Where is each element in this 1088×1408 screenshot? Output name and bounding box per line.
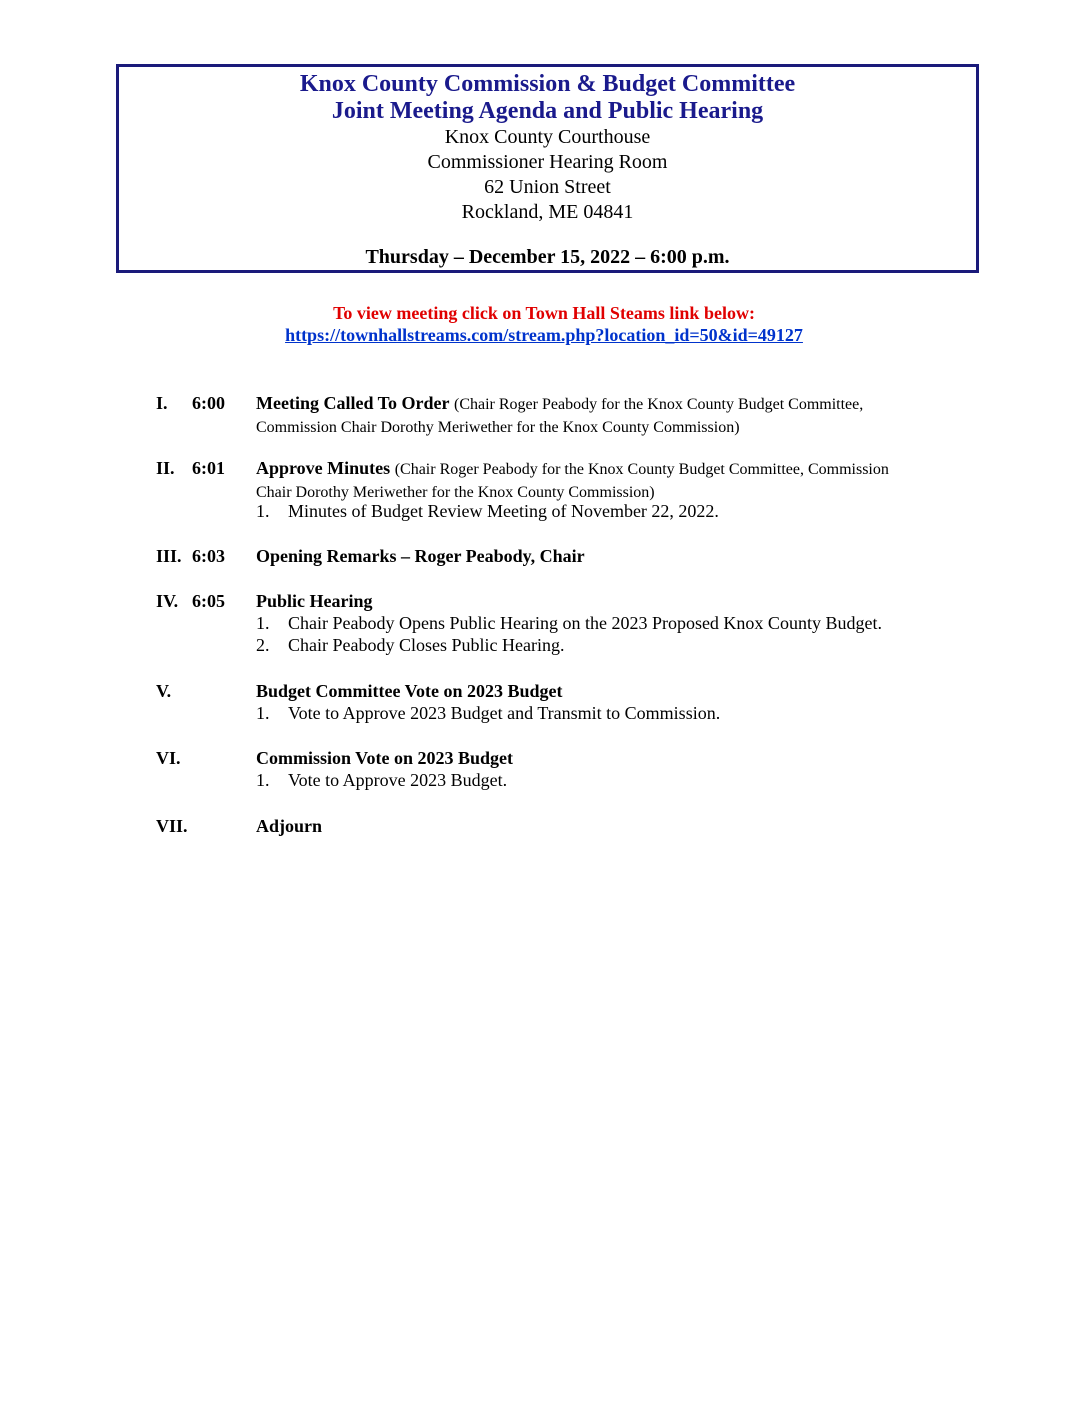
agenda-item-title: Approve Minutes bbox=[256, 458, 391, 478]
agenda-subitem bbox=[256, 769, 507, 791]
agenda-item-time: 6:05 bbox=[192, 591, 225, 611]
agenda-item-title: Meeting Called To Order bbox=[256, 393, 450, 413]
header-location: Knox County Courthouse bbox=[444, 126, 651, 148]
agenda-item-time: 6:03 bbox=[192, 546, 225, 566]
agenda-subitem bbox=[256, 702, 720, 724]
agenda-subitem bbox=[256, 634, 564, 656]
header-box bbox=[116, 64, 979, 273]
agenda-item-time: 6:01 bbox=[192, 458, 225, 478]
header-street: 62 Union Street bbox=[484, 176, 611, 198]
agenda-item-number: VI. bbox=[156, 748, 181, 768]
agenda-item-note: (Chair Roger Peabody for the Knox County Budget Committee, Commission bbox=[394, 461, 889, 478]
agenda-item-note-2: Commission Chair Dorothy Meriwether for the Knox County Commission) bbox=[256, 419, 740, 436]
agenda-item-number: II. bbox=[156, 458, 175, 478]
agenda-subitem bbox=[256, 612, 882, 634]
agenda-item-number: V. bbox=[156, 681, 172, 701]
header-room: Commissioner Hearing Room bbox=[427, 151, 668, 173]
header-city: Rockland, ME 04841 bbox=[461, 201, 634, 223]
subitem-number: 1. bbox=[256, 501, 270, 521]
subitem-text: Vote to Approve 2023 Budget. bbox=[288, 770, 508, 790]
subitem-text: Vote to Approve 2023 Budget and Transmit to Commission. bbox=[288, 703, 721, 723]
stream-note: To view meeting click on Town Hall Steams link below: bbox=[333, 303, 755, 323]
subitem-text: Minutes of Budget Review Meeting of November 22, 2022. bbox=[288, 501, 719, 521]
agenda-item-title: Public Hearing bbox=[256, 591, 373, 611]
agenda-item-title: Budget Committee Vote on 2023 Budget bbox=[256, 681, 563, 701]
header-datetime: Thursday – December 15, 2022 – 6:00 p.m. bbox=[365, 246, 730, 268]
agenda-item-title: Opening Remarks – Roger Peabody, Chair bbox=[256, 546, 585, 566]
agenda-item-number: IV. bbox=[156, 591, 179, 611]
stream-link[interactable]: https://townhallstreams.com/stream.php?location_id=50&id=49127 bbox=[285, 325, 803, 345]
agenda-item-number: I. bbox=[156, 393, 168, 413]
agenda-item-note-2: Chair Dorothy Meriwether for the Knox County Commission) bbox=[256, 484, 655, 501]
agenda-item-time: 6:00 bbox=[192, 393, 225, 413]
agenda-item-title: Adjourn bbox=[256, 816, 323, 836]
agenda-item-title: Commission Vote on 2023 Budget bbox=[256, 748, 514, 768]
subitem-number: 1. bbox=[256, 703, 270, 723]
subitem-number: 2. bbox=[256, 635, 270, 655]
subitem-text: Chair Peabody Opens Public Hearing on the 2023 Proposed Knox County Budget. bbox=[288, 613, 882, 633]
header-title-2: Joint Meeting Agenda and Public Hearing bbox=[331, 98, 764, 124]
subitem-number: 1. bbox=[256, 770, 270, 790]
header-title-1: Knox County Commission & Budget Committee bbox=[299, 71, 796, 97]
agenda-item-number: III. bbox=[156, 546, 182, 566]
agenda-subitem bbox=[256, 500, 719, 522]
agenda-item-number: VII. bbox=[156, 816, 188, 836]
subitem-number: 1. bbox=[256, 613, 270, 633]
agenda-item-note: (Chair Roger Peabody for the Knox County Budget Committee, bbox=[453, 396, 864, 413]
subitem-text: Chair Peabody Closes Public Hearing. bbox=[288, 635, 565, 655]
